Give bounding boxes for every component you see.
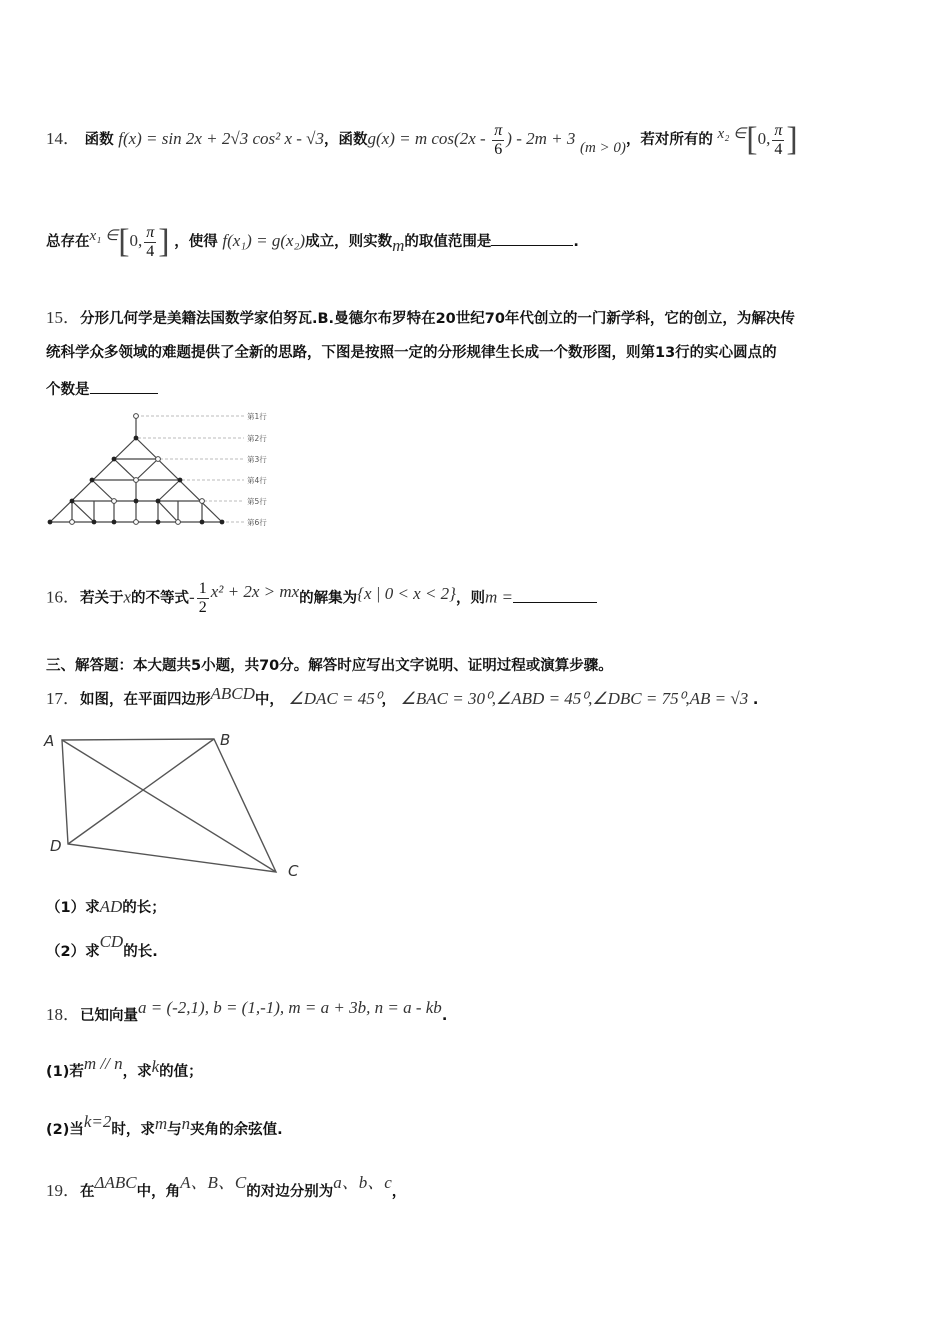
q16-text: 若关于 bbox=[80, 590, 124, 607]
hollow-node bbox=[134, 520, 139, 525]
q17-text: （2）求 bbox=[46, 944, 100, 960]
q14-equation: f(x₁) = g(x₂) bbox=[222, 231, 306, 250]
q14-text: 的取值范围是 bbox=[404, 234, 492, 250]
q14-g-formula: g(x) = m cos(2x - bbox=[367, 129, 486, 148]
q17-end: . bbox=[752, 692, 759, 708]
q16-text: ，则 bbox=[455, 590, 485, 607]
q15-text: 分形几何学是美籍法国数学家伯努瓦.B.曼德尔布罗特在20世纪70年代创立的一门新学科，它的创立，为解决传 bbox=[80, 311, 795, 327]
q17-text: 中， bbox=[254, 692, 284, 708]
q16-minus: - bbox=[189, 587, 195, 607]
solid-node bbox=[70, 499, 75, 504]
q17-text: 如图，在平面四边形 bbox=[80, 692, 211, 708]
q18-text: (1)若 bbox=[46, 1064, 84, 1080]
q19-angles: A、B、C bbox=[180, 1173, 247, 1192]
bracket-right: ] bbox=[786, 121, 798, 158]
q14-x2: x₂ ∈ bbox=[717, 126, 747, 142]
vertex-label-c: C bbox=[288, 862, 299, 878]
numerator: π bbox=[146, 223, 155, 241]
q18-text: 与 bbox=[167, 1122, 182, 1138]
q19-end: ， bbox=[391, 1184, 407, 1200]
answer-blank[interactable] bbox=[90, 393, 158, 394]
q17-part1 bbox=[46, 896, 166, 917]
q18-part1 bbox=[46, 1054, 203, 1081]
vertex-label-d: D bbox=[50, 837, 62, 855]
row-labels bbox=[247, 411, 267, 527]
denominator: 2 bbox=[198, 599, 207, 616]
solid-node bbox=[220, 520, 225, 525]
q14-m: m bbox=[392, 236, 405, 255]
q16-half bbox=[197, 580, 209, 617]
q14-text: 函数 bbox=[84, 132, 114, 148]
q14-line1 bbox=[46, 120, 798, 160]
q17-quad: ABCD bbox=[210, 684, 255, 703]
quadrilateral-figure bbox=[42, 730, 312, 878]
q14-text: ，若对所有的 bbox=[625, 132, 713, 148]
q17-text: 的长； bbox=[122, 900, 166, 916]
row-guide-lines bbox=[136, 416, 244, 522]
numerator: π bbox=[494, 121, 503, 139]
q16-line bbox=[46, 580, 597, 617]
q17-angle-abd: ∠ABD = 45⁰ bbox=[496, 689, 589, 708]
q15-line1 bbox=[46, 303, 795, 328]
solid-node bbox=[112, 520, 117, 525]
q18-text: (2)当 bbox=[46, 1122, 84, 1138]
q14-x1: x₁ ∈ bbox=[89, 228, 119, 244]
q18-part2 bbox=[46, 1112, 283, 1139]
q18-k-value: k=2 bbox=[83, 1112, 112, 1131]
row-label: 第1行 bbox=[247, 412, 267, 421]
solid-node bbox=[90, 478, 95, 483]
row-label: 第3行 bbox=[247, 455, 267, 464]
q17-ab-length: AB = √3 bbox=[689, 689, 749, 708]
tree-edges bbox=[50, 416, 222, 522]
q19-number: 19． bbox=[46, 1181, 80, 1200]
q15-line3 bbox=[46, 378, 158, 399]
vertex-label-a: A bbox=[44, 732, 55, 750]
q17-part2 bbox=[46, 932, 158, 961]
q15-text: 统科学众多领域的难题提供了全新的思路，下图是按照一定的分形规律生长成一个数形图，则第13行的实心圆点的 bbox=[46, 345, 777, 361]
q17-cd: CD bbox=[99, 932, 124, 951]
solid-node bbox=[156, 499, 161, 504]
solid-node bbox=[134, 436, 139, 441]
q16-m: m = bbox=[484, 587, 513, 607]
q18-text: 的值； bbox=[159, 1064, 203, 1080]
q14-condition: (m > 0) bbox=[579, 140, 626, 156]
q16-inequality: x² + 2x > mx bbox=[210, 581, 300, 601]
q17-angle-dac: ∠DAC = 45⁰ bbox=[288, 689, 382, 708]
hollow-node bbox=[156, 457, 161, 462]
q14-text: ，使得 bbox=[174, 234, 218, 250]
q17-angle-dbc: ∠DBC = 75⁰ bbox=[592, 689, 686, 708]
q18-k: k bbox=[151, 1057, 160, 1076]
denominator: 6 bbox=[494, 140, 503, 158]
q14-pi-over-4 bbox=[772, 122, 784, 159]
q18-m: m bbox=[154, 1114, 168, 1133]
solid-node bbox=[156, 520, 161, 525]
q18-parallel: m // n bbox=[83, 1054, 123, 1073]
q14-text: 成立，则实数 bbox=[305, 234, 393, 250]
q19-line bbox=[46, 1173, 407, 1201]
q16-text: 的解集为 bbox=[299, 590, 358, 607]
denominator: 4 bbox=[146, 242, 155, 260]
q18-line bbox=[46, 1000, 447, 1025]
q15-line2 bbox=[46, 341, 777, 362]
vertex-labels bbox=[43, 731, 299, 878]
q14-pi-over-4-b bbox=[144, 224, 156, 261]
q14-number: 14． bbox=[46, 129, 80, 148]
q14-interval-start: 0, bbox=[757, 129, 771, 148]
q15-text: 个数是 bbox=[46, 382, 90, 398]
denominator: 4 bbox=[774, 140, 783, 158]
q19-sides: a、b、c bbox=[333, 1173, 392, 1192]
q17-text: 的长. bbox=[123, 944, 158, 960]
solid-node bbox=[178, 478, 183, 483]
q16-text: 的不等式 bbox=[131, 590, 190, 607]
answer-blank[interactable] bbox=[513, 602, 597, 603]
numerator: 1 bbox=[198, 580, 207, 597]
q17-line: 17．如图，在平面四边形ABCD中， ∠DAC = 45⁰， ∠BAC = 30⁰,∠ABD = 45⁰,∠DBC = 75⁰,AB = √3 . bbox=[46, 684, 759, 708]
q18-text: 已知向量 bbox=[80, 1008, 138, 1024]
q14-text: 总存在 bbox=[46, 234, 90, 250]
solid-node bbox=[112, 457, 117, 462]
hollow-node bbox=[134, 414, 139, 419]
q14-line2 bbox=[46, 222, 579, 262]
hollow-node bbox=[134, 478, 139, 483]
q17-number: 17． bbox=[46, 689, 80, 708]
solid-node bbox=[48, 520, 53, 525]
hollow-node bbox=[70, 520, 75, 525]
section-3-heading: 三、解答题：本大题共5小题，共70分。解答时应写出文字说明、证明过程或演算步骤。 bbox=[46, 658, 613, 674]
q14-g-tail: ) - 2m + 3 bbox=[506, 129, 576, 148]
q15-number: 15． bbox=[46, 308, 80, 327]
solid-node bbox=[200, 520, 205, 525]
row-label: 第4行 bbox=[247, 476, 267, 485]
quad-edges bbox=[62, 739, 276, 872]
q18-end: . bbox=[441, 1008, 448, 1024]
hollow-node bbox=[200, 499, 205, 504]
q17-text: （1）求 bbox=[46, 900, 100, 916]
bracket-left: [ bbox=[118, 223, 130, 260]
row-label: 第2行 bbox=[247, 434, 267, 443]
hollow-node bbox=[176, 520, 181, 525]
q18-vectors: a = (-2,1), b = (1,-1), m = a + 3b, n = a - kb bbox=[138, 998, 442, 1017]
solid-node bbox=[92, 520, 97, 525]
numerator: π bbox=[774, 121, 783, 139]
vertex-label-b: B bbox=[220, 731, 231, 749]
q18-number: 18． bbox=[46, 1005, 80, 1024]
q18-text: 夹角的余弦值. bbox=[190, 1122, 283, 1138]
q16-solution-set: {x | 0 < x < 2} bbox=[357, 583, 456, 603]
q19-triangle: ΔABC bbox=[94, 1173, 137, 1192]
row-label: 第5行 bbox=[247, 497, 267, 506]
q19-text: 在 bbox=[80, 1184, 95, 1200]
answer-blank[interactable] bbox=[491, 245, 573, 246]
q14-f-formula: f(x) = sin 2x + 2√3 cos² x - √3 bbox=[118, 129, 325, 148]
q18-text: ，求 bbox=[122, 1064, 152, 1080]
q14-end: . bbox=[573, 234, 579, 250]
solid-node bbox=[134, 499, 139, 504]
bracket-left: [ bbox=[746, 121, 758, 158]
fractal-tree-figure bbox=[46, 410, 276, 530]
row-label: 第6行 bbox=[247, 518, 267, 527]
q16-x: x bbox=[123, 587, 132, 607]
q14-interval-start: 0, bbox=[129, 231, 143, 250]
q14-pi-over-6 bbox=[492, 122, 504, 159]
q19-text: 的对边分别为 bbox=[246, 1184, 334, 1200]
q19-text: 中，角 bbox=[136, 1184, 181, 1200]
q18-n: n bbox=[181, 1114, 191, 1133]
q16-number: 16． bbox=[46, 587, 80, 607]
bracket-right: ] bbox=[158, 223, 170, 260]
q18-text: 时，求 bbox=[111, 1122, 155, 1138]
q17-angle-bac: ∠BAC = 30⁰ bbox=[400, 689, 492, 708]
hollow-node bbox=[112, 499, 117, 504]
q17-ad: AD bbox=[99, 897, 123, 916]
q14-text: ，函数 bbox=[324, 132, 368, 148]
